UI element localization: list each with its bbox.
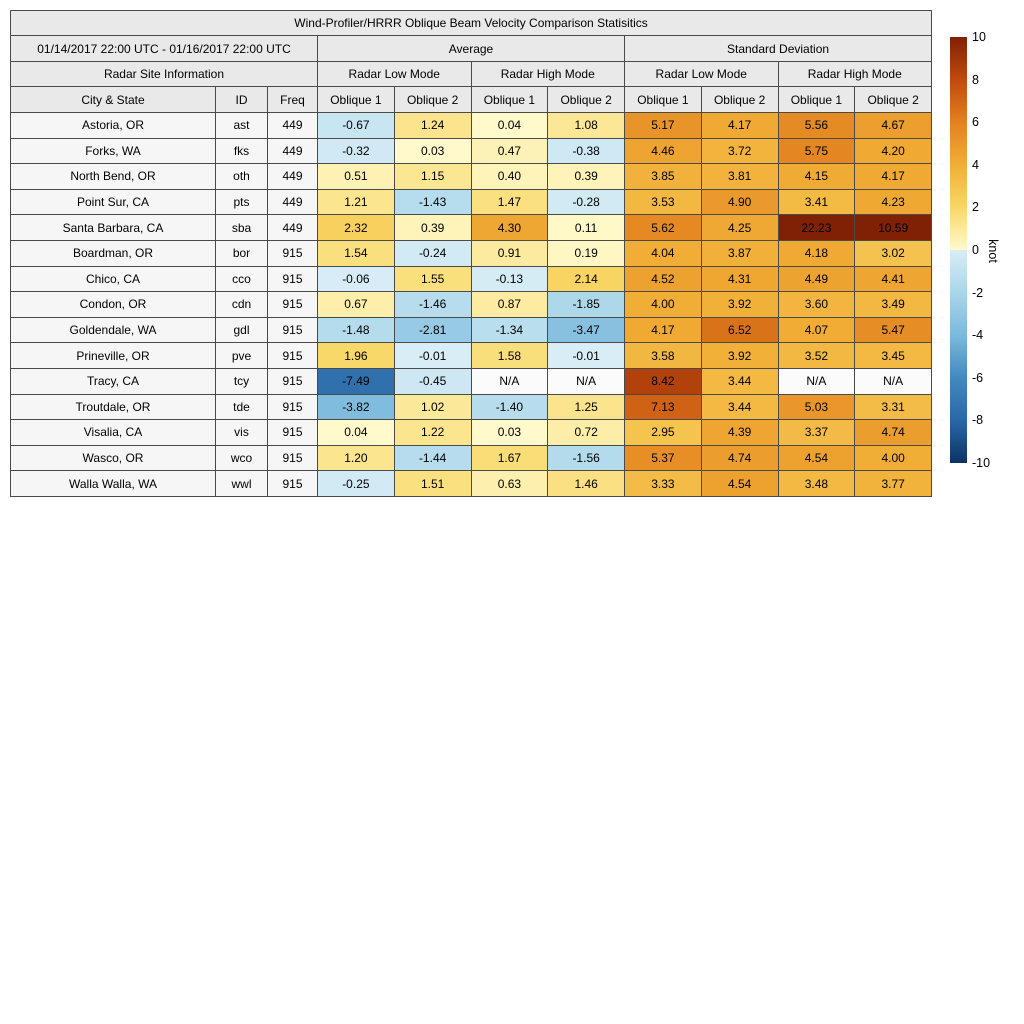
value-cell: 4.90 [701,189,778,215]
site-id-cell: gdl [216,317,268,343]
value-cell: 10.59 [855,215,932,241]
group-header-row [11,36,932,62]
value-cell: 1.96 [318,343,395,369]
column-header: Oblique 2 [855,87,932,113]
date-range: 01/14/2017 22:00 UTC - 01/16/2017 22:00 UTC [11,36,318,62]
value-cell: -2.81 [394,317,471,343]
value-cell: 5.37 [625,445,702,471]
value-cell: 1.08 [548,113,625,139]
colorbar-tick-label: -2 [972,285,984,300]
value-cell: 1.25 [548,394,625,420]
value-cell: 4.39 [701,420,778,446]
value-cell: N/A [471,368,548,394]
column-header: Oblique 2 [701,87,778,113]
freq-cell: 915 [268,445,318,471]
value-cell: 4.30 [471,215,548,241]
value-cell: -1.44 [394,445,471,471]
value-cell: 0.19 [548,240,625,266]
value-cell: -1.43 [394,189,471,215]
value-cell: 1.67 [471,445,548,471]
table-row [11,343,932,369]
value-cell: 5.17 [625,113,702,139]
table-row [11,445,932,471]
value-cell: 0.11 [548,215,625,241]
stats-table [10,10,932,497]
colorbar-tick-label: -6 [972,370,984,385]
value-cell: -0.38 [548,138,625,164]
city-cell: North Bend, OR [11,164,216,190]
value-cell: 0.72 [548,420,625,446]
value-cell: 3.77 [855,471,932,497]
value-cell: 3.58 [625,343,702,369]
value-cell: 3.87 [701,240,778,266]
column-header-row [11,87,932,113]
value-cell: -1.46 [394,292,471,318]
value-cell: 4.54 [701,471,778,497]
value-cell: -0.25 [318,471,395,497]
freq-cell: 915 [268,266,318,292]
table-row [11,189,932,215]
site-id-cell: pts [216,189,268,215]
value-cell: 3.60 [778,292,855,318]
value-cell: 4.74 [701,445,778,471]
site-id-cell: wco [216,445,268,471]
freq-cell: 449 [268,113,318,139]
value-cell: 4.25 [701,215,778,241]
value-cell: 1.15 [394,164,471,190]
column-header: Oblique 1 [471,87,548,113]
column-header: Oblique 2 [548,87,625,113]
value-cell: 3.44 [701,368,778,394]
value-cell: 4.74 [855,420,932,446]
value-cell: -0.28 [548,189,625,215]
value-cell: 1.54 [318,240,395,266]
city-cell: Condon, OR [11,292,216,318]
city-cell: Forks, WA [11,138,216,164]
value-cell: 4.49 [778,266,855,292]
site-id-cell: tde [216,394,268,420]
colorbar-tick-label: 0 [972,243,979,257]
value-cell: 3.02 [855,240,932,266]
value-cell: 4.07 [778,317,855,343]
value-cell: 3.72 [701,138,778,164]
value-cell: -1.40 [471,394,548,420]
table-row [11,113,932,139]
value-cell: 3.33 [625,471,702,497]
value-cell: 1.47 [471,189,548,215]
site-id-cell: bor [216,240,268,266]
value-cell: -0.13 [471,266,548,292]
value-cell: 4.20 [855,138,932,164]
value-cell: 1.51 [394,471,471,497]
site-id-cell: tcy [216,368,268,394]
freq-cell: 915 [268,471,318,497]
value-cell: 22.23 [778,215,855,241]
site-id-cell: cco [216,266,268,292]
table-row [11,266,932,292]
table-row [11,164,932,190]
value-cell: -1.48 [318,317,395,343]
table-title: Wind-Profiler/HRRR Oblique Beam Velocity Comparison Statisitics [11,11,932,36]
value-cell: 4.23 [855,189,932,215]
value-cell: -0.01 [548,343,625,369]
value-cell: 2.95 [625,420,702,446]
value-cell: 4.18 [778,240,855,266]
value-cell: -1.34 [471,317,548,343]
freq-cell: 915 [268,317,318,343]
site-id-cell: cdn [216,292,268,318]
value-cell: 1.58 [471,343,548,369]
table-row [11,420,932,446]
value-cell: 3.44 [701,394,778,420]
column-header: Oblique 1 [318,87,395,113]
column-header: Oblique 2 [394,87,471,113]
value-cell: 4.31 [701,266,778,292]
value-cell: 3.92 [701,292,778,318]
value-cell: 3.41 [778,189,855,215]
value-cell: 0.51 [318,164,395,190]
city-cell: Walla Walla, WA [11,471,216,497]
site-id-cell: vis [216,420,268,446]
value-cell: 4.41 [855,266,932,292]
table-row [11,394,932,420]
city-cell: Boardman, OR [11,240,216,266]
city-cell: Prineville, OR [11,343,216,369]
value-cell: -1.56 [548,445,625,471]
value-cell: 3.49 [855,292,932,318]
mode-header-row [11,62,932,87]
value-cell: 4.17 [625,317,702,343]
value-cell: -3.47 [548,317,625,343]
mode-header-high-avg: Radar High Mode [471,62,625,87]
value-cell: 3.31 [855,394,932,420]
value-cell: 1.21 [318,189,395,215]
value-cell: 0.40 [471,164,548,190]
colorbar-tick-label: 8 [972,72,979,87]
freq-cell: 915 [268,368,318,394]
value-cell: 5.56 [778,113,855,139]
site-id-cell: ast [216,113,268,139]
value-cell: 0.39 [394,215,471,241]
value-cell: 0.63 [471,471,548,497]
value-cell: 1.24 [394,113,471,139]
value-cell: 3.45 [855,343,932,369]
mode-header-high-std: Radar High Mode [778,62,932,87]
colorbar-unit-label: knot [986,239,1000,263]
value-cell: 4.54 [778,445,855,471]
value-cell: N/A [548,368,625,394]
site-id-cell: fks [216,138,268,164]
value-cell: 0.87 [471,292,548,318]
value-cell: 4.04 [625,240,702,266]
value-cell: -0.01 [394,343,471,369]
value-cell: 1.55 [394,266,471,292]
value-cell: 3.53 [625,189,702,215]
value-cell: 0.67 [318,292,395,318]
value-cell: -1.85 [548,292,625,318]
mode-header-low-std: Radar Low Mode [625,62,779,87]
value-cell: 3.48 [778,471,855,497]
freq-cell: 915 [268,394,318,420]
colorbar-tick-label: 2 [972,200,979,215]
city-cell: Visalia, CA [11,420,216,446]
value-cell: 1.46 [548,471,625,497]
value-cell: -0.24 [394,240,471,266]
freq-cell: 449 [268,138,318,164]
value-cell: -0.45 [394,368,471,394]
value-cell: 0.91 [471,240,548,266]
value-cell: 4.67 [855,113,932,139]
value-cell: 0.03 [394,138,471,164]
freq-cell: 449 [268,215,318,241]
value-cell: 4.15 [778,164,855,190]
value-cell: 5.75 [778,138,855,164]
value-cell: 6.52 [701,317,778,343]
column-header: Oblique 1 [778,87,855,113]
table-row [11,215,932,241]
table-row [11,471,932,497]
freq-cell: 449 [268,189,318,215]
value-cell: 3.81 [701,164,778,190]
value-cell: -7.49 [318,368,395,394]
value-cell: 4.00 [855,445,932,471]
value-cell: 5.47 [855,317,932,343]
value-cell: -0.32 [318,138,395,164]
site-info-header: Radar Site Information [11,62,318,87]
site-id-cell: oth [216,164,268,190]
city-cell: Astoria, OR [11,113,216,139]
value-cell: -3.82 [318,394,395,420]
column-header: City & State [11,87,216,113]
column-header: Freq [268,87,318,113]
value-cell: 4.52 [625,266,702,292]
value-cell: N/A [855,368,932,394]
freq-cell: 915 [268,343,318,369]
value-cell: 1.02 [394,394,471,420]
value-cell: 2.14 [548,266,625,292]
table-row [11,317,932,343]
colorbar-tick-label: 6 [972,115,979,130]
value-cell: 4.17 [701,113,778,139]
colorbar-tick-label: 4 [972,157,979,172]
mode-header-low-avg: Radar Low Mode [318,62,472,87]
table-row [11,138,932,164]
colorbar-gradient [950,37,967,463]
city-cell: Santa Barbara, CA [11,215,216,241]
site-id-cell: pve [216,343,268,369]
freq-cell: 915 [268,420,318,446]
city-cell: Tracy, CA [11,368,216,394]
city-cell: Troutdale, OR [11,394,216,420]
value-cell: 5.03 [778,394,855,420]
city-cell: Wasco, OR [11,445,216,471]
table-row [11,240,932,266]
title-row [11,11,932,36]
value-cell: N/A [778,368,855,394]
table-row [11,368,932,394]
value-cell: 0.04 [318,420,395,446]
value-cell: 0.47 [471,138,548,164]
value-cell: 8.42 [625,368,702,394]
site-id-cell: wwl [216,471,268,497]
value-cell: -0.06 [318,266,395,292]
value-cell: 7.13 [625,394,702,420]
freq-cell: 915 [268,292,318,318]
value-cell: 3.37 [778,420,855,446]
value-cell: 1.20 [318,445,395,471]
freq-cell: 915 [268,240,318,266]
site-id-cell: sba [216,215,268,241]
value-cell: 1.22 [394,420,471,446]
table-row [11,292,932,318]
value-cell: 4.17 [855,164,932,190]
value-cell: 0.04 [471,113,548,139]
value-cell: 3.92 [701,343,778,369]
value-cell: 4.00 [625,292,702,318]
colorbar-tick-label: 10 [972,30,986,44]
value-cell: 3.85 [625,164,702,190]
colorbar-tick-label: -4 [972,328,984,343]
value-cell: -0.67 [318,113,395,139]
value-cell: 2.32 [318,215,395,241]
city-cell: Goldendale, WA [11,317,216,343]
column-header: ID [216,87,268,113]
group-header-average: Average [318,36,625,62]
value-cell: 5.62 [625,215,702,241]
freq-cell: 449 [268,164,318,190]
table-body [11,113,932,497]
value-cell: 3.52 [778,343,855,369]
column-header: Oblique 1 [625,87,702,113]
colorbar-tick-label: -10 [972,456,991,470]
value-cell: 4.46 [625,138,702,164]
city-cell: Chico, CA [11,266,216,292]
city-cell: Point Sur, CA [11,189,216,215]
value-cell: 0.03 [471,420,548,446]
group-header-standard-deviation: Standard Deviation [625,36,932,62]
value-cell: 0.39 [548,164,625,190]
colorbar-tick-label: -8 [972,413,984,428]
